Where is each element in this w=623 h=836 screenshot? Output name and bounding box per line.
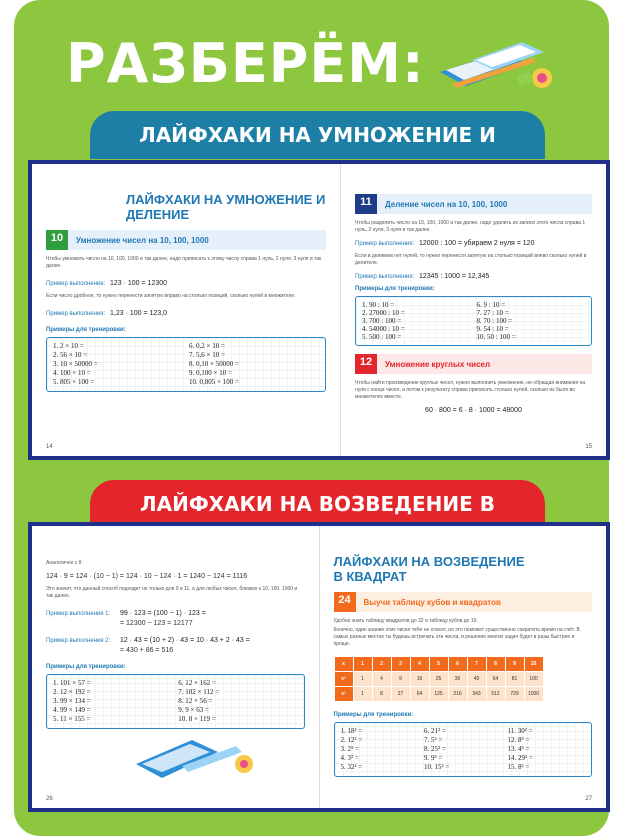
section-24: [334, 592, 593, 612]
page-27: [320, 526, 607, 808]
table-cell: x³: [334, 687, 353, 702]
practice-item: 3. 99 × 134 =: [53, 697, 91, 705]
rule-text: Чтобы умножить число на 10, 100, 1000 и так далее, надо приписать к этому числу справа 1 нуль, 2 нуля, 3 нуля и так далее.: [46, 256, 322, 269]
practice-item: 7. 5² =: [424, 736, 443, 744]
practice-item: 6. 0,2 × 10 =: [189, 342, 225, 350]
table-row: [334, 672, 543, 687]
page-number: 15: [585, 444, 592, 450]
practice-item: 1. 18² =: [340, 727, 363, 735]
example-value: 12 · 43 = (10 + 2) · 43 = 10 · 43 + 2 · 43 =: [120, 637, 250, 644]
practice-item: 9. 0,100 × 10 =: [189, 369, 232, 377]
table-cell: 1: [353, 657, 372, 672]
practice-heading: Примеры для тренировки:: [46, 327, 126, 333]
example-label: Пример выполнения:: [46, 280, 106, 287]
practice-item: 7. 102 × 112 =: [178, 688, 220, 696]
table-cell: 9: [505, 657, 524, 672]
section-10: [46, 230, 326, 250]
practice-item: 4. 54000 : 10 =: [362, 325, 405, 333]
example-value-cont: = 12300 − 123 = 12177: [120, 620, 193, 627]
table-cell: 100: [524, 672, 543, 687]
practice-heading: Примеры для тренировки:: [46, 664, 126, 670]
page-headline: РАЗБЕРЁМ:: [66, 32, 425, 95]
practice-item: 12. 8³ =: [507, 736, 530, 744]
practice-item: 5. 11 × 155 =: [53, 715, 91, 723]
table-cell: 512: [486, 687, 505, 702]
table-cell: x: [334, 657, 353, 672]
practice-item: 6. 21² =: [424, 727, 446, 735]
example-label: Пример выполнения 1:: [46, 610, 111, 617]
page-26: [32, 526, 320, 808]
ruler-protractor-icon: [132, 734, 262, 784]
page-15: [341, 164, 606, 456]
example-1: [46, 610, 305, 617]
example-value: 123 · 100 = 12300: [110, 280, 168, 287]
table-cell: 1: [353, 672, 372, 687]
practice-item: 9. 9³ =: [424, 754, 443, 762]
table-cell: 3: [391, 657, 410, 672]
section-number: 24: [334, 592, 356, 612]
practice-item: 10. 8 × 119 =: [178, 715, 216, 723]
practice-item: 5. 500 : 100 =: [362, 333, 402, 341]
practice-item: 9. 54 : 10 =: [476, 325, 509, 333]
example-1: [46, 280, 326, 287]
page-title: ЛАЙФХАКИ НА УМНОЖЕНИЕ И ДЕЛЕНИЕ: [126, 192, 326, 222]
practice-item: 2. 56 × 10 =: [53, 351, 88, 359]
table-cell: 6: [448, 657, 467, 672]
example-value: 12000 : 100 = убираем 2 нуля = 120: [419, 240, 535, 247]
rule-text-2: Если в делимом нет нулей, то нужно перенести запятую на столько позиций влево сколько нулей в делителе.: [355, 253, 587, 266]
practice-item: 7. 27 : 10 =: [476, 309, 509, 317]
practice-item: 6. 9 : 10 =: [476, 301, 506, 309]
practice-item: 8. 12 × 56 =: [178, 697, 213, 705]
table-cell: 49: [467, 672, 486, 687]
rule-text: Чтобы разделить число на 10, 100, 1000 и так далее, надо удалить из записи этого числа справа 1 нуль, 2 нуля, 3 нуля и так далее.: [355, 220, 586, 233]
example-label: Пример выполнения:: [46, 310, 106, 317]
table-cell: 8: [372, 687, 391, 702]
page-number: 27: [585, 796, 592, 802]
practice-heading: Примеры для тренировки:: [355, 286, 435, 292]
section-title: Умножение круглых чисел: [385, 359, 491, 369]
practice-item: 4. 100 × 10 =: [53, 369, 91, 377]
rule-text-2: Если число дробное, то нужно перенести запятую вправо на столько позиций, сколько нулей в множителе.: [46, 293, 296, 299]
table-cell: 9: [391, 672, 410, 687]
example-value: 60 · 800 = 6 · 8 · 1000 = 48000: [425, 407, 522, 414]
book-spread-squares: [28, 522, 610, 812]
table-cell: 1000: [524, 687, 543, 702]
practice-grid: [46, 337, 326, 392]
table-row: [334, 687, 543, 702]
page-title: ЛАЙФХАКИ НА ВОЗВЕДЕНИЕ В КВАДРАТ: [333, 554, 525, 584]
rule-text: Это значит, что данный способ подходит не только для 9 и 11, а для любых чисел, близких к 10, 100, 1000 и так далее.: [46, 586, 298, 599]
section-12: [355, 354, 592, 374]
practice-item: 13. 4³ =: [507, 745, 530, 753]
section-11: [355, 194, 592, 214]
page-14: [32, 164, 341, 456]
practice-item: 2. 12² =: [340, 736, 363, 744]
table-cell: 4: [372, 672, 391, 687]
practice-item: 9. 9 × 63 =: [178, 706, 209, 714]
practice-item: 6. 12 × 162 =: [178, 679, 216, 687]
squares-cubes-table: [334, 656, 544, 702]
table-cell: 7: [467, 657, 486, 672]
example-label: Пример выполнения:: [355, 273, 415, 280]
table-cell: 216: [448, 687, 467, 702]
practice-item: 8. 25² =: [424, 745, 446, 753]
practice-item: 15. 8² =: [507, 763, 530, 771]
practice-item: 3. 2⁵ =: [340, 745, 360, 753]
table-cell: 5: [429, 657, 448, 672]
table-cell: 10: [524, 657, 543, 672]
practice-grid: [46, 674, 305, 729]
example-2: [355, 273, 592, 280]
section-title: Выучи таблицу кубов и квадратов: [363, 597, 501, 607]
equation-line: 124 · 9 = 124 · (10 − 1) = 124 · 10 − 124 · 1 = 1240 − 124 = 1116: [46, 573, 248, 580]
practice-item: 10. 50 : 100 =: [476, 333, 516, 341]
practice-item: 14. 29² =: [507, 754, 533, 762]
section-number: 11: [355, 194, 377, 214]
practice-item: 10. 15² =: [424, 763, 450, 771]
practice-item: 1. 90 : 10 =: [362, 301, 395, 309]
practice-item: 7. 5,6 × 10 =: [189, 351, 225, 359]
practice-item: 8. 70 : 100 =: [476, 317, 513, 325]
practice-item: 11. 30² =: [507, 727, 533, 735]
practice-item: 3. 700 : 100 =: [362, 317, 402, 325]
table-cell: 25: [429, 672, 448, 687]
table-row: [334, 657, 543, 672]
table-cell: 343: [467, 687, 486, 702]
table-cell: 36: [448, 672, 467, 687]
example-value: 12345 : 1000 = 12,345: [419, 273, 490, 280]
table-cell: 27: [391, 687, 410, 702]
page-number: 26: [46, 796, 53, 802]
practice-item: 3. 10 × 50000 =: [53, 360, 98, 368]
table-cell: 81: [505, 672, 524, 687]
table-cell: 8: [486, 657, 505, 672]
example-value: 99 · 123 = (100 − 1) · 123 =: [120, 610, 206, 617]
rule-text-3: Чтобы найти произведение круглых чисел, нужно выполнить умножение, не обращая внимания на нули с конца чисел, а потом к результату справа приписать столько нулей, сколько их было во множителях вместе.: [355, 380, 586, 400]
example-label: Пример выполнения:: [355, 240, 415, 247]
table-cell: 2: [372, 657, 391, 672]
practice-item: 4. 3³ =: [340, 754, 359, 762]
practice-item: 2. 12 × 192 =: [53, 688, 91, 696]
rule-text-2: Конечно, один знание этих чисел тебе не спасет, но это поможет существенно сократить время на счёт. В самых разных местах ты будешь встречать эти числа, и решение многих задач будет в разы быстрее и проще.: [333, 627, 580, 647]
example-label: Пример выполнения 2:: [46, 637, 111, 644]
table-cell: 729: [505, 687, 524, 702]
example-1: [355, 240, 592, 247]
table-cell: 125: [429, 687, 448, 702]
section-title: Умножение чисел на 10, 100, 1000: [76, 235, 209, 245]
table-cell: 1: [353, 687, 372, 702]
practice-item: 8. 0,10 × 50000 =: [189, 360, 239, 368]
stationery-icon: [432, 34, 562, 96]
book-spread-multiplication: [28, 160, 610, 460]
intro-text: Аналогично с 9:: [46, 560, 83, 566]
practice-item: 5. 805 × 100 =: [53, 378, 95, 386]
practice-grid: [355, 296, 592, 346]
example-2: [46, 637, 305, 644]
table-cell: 4: [410, 657, 429, 672]
practice-item: 5. 32² =: [340, 763, 363, 771]
rule-text: Удобно знать таблицу квадратов до 32 и таблицу кубов до 10.: [333, 618, 478, 624]
example-value: 1,23 · 100 = 123,0: [110, 310, 168, 317]
practice-heading: Примеры для тренировки:: [333, 712, 414, 718]
example-3: [355, 407, 592, 414]
section-title: Деление чисел на 10, 100, 1000: [385, 199, 508, 209]
banner-multiplication: ЛАЙФХАКИ НА УМНОЖЕНИЕ И: [90, 111, 545, 159]
practice-item: 1. 2 × 10 =: [53, 342, 84, 350]
practice-item: 1. 101 × 57 =: [53, 679, 91, 687]
practice-item: 2. 27000 : 10 =: [362, 309, 405, 317]
page-number: 14: [46, 444, 53, 450]
section-number: 12: [355, 354, 377, 374]
practice-grid: [334, 722, 593, 777]
practice-item: 10. 0,805 × 100 =: [189, 378, 239, 386]
example-2: [46, 310, 326, 317]
section-number: 10: [46, 230, 68, 250]
table-cell: 16: [410, 672, 429, 687]
table-cell: 64: [486, 672, 505, 687]
banner-squares: ЛАЙФХАКИ НА ВОЗВЕДЕНИЕ В: [90, 480, 545, 528]
practice-item: 4. 99 × 149 =: [53, 706, 91, 714]
example-value-cont: = 430 + 86 = 516: [120, 647, 174, 654]
table-cell: x²: [334, 672, 353, 687]
table-cell: 64: [410, 687, 429, 702]
